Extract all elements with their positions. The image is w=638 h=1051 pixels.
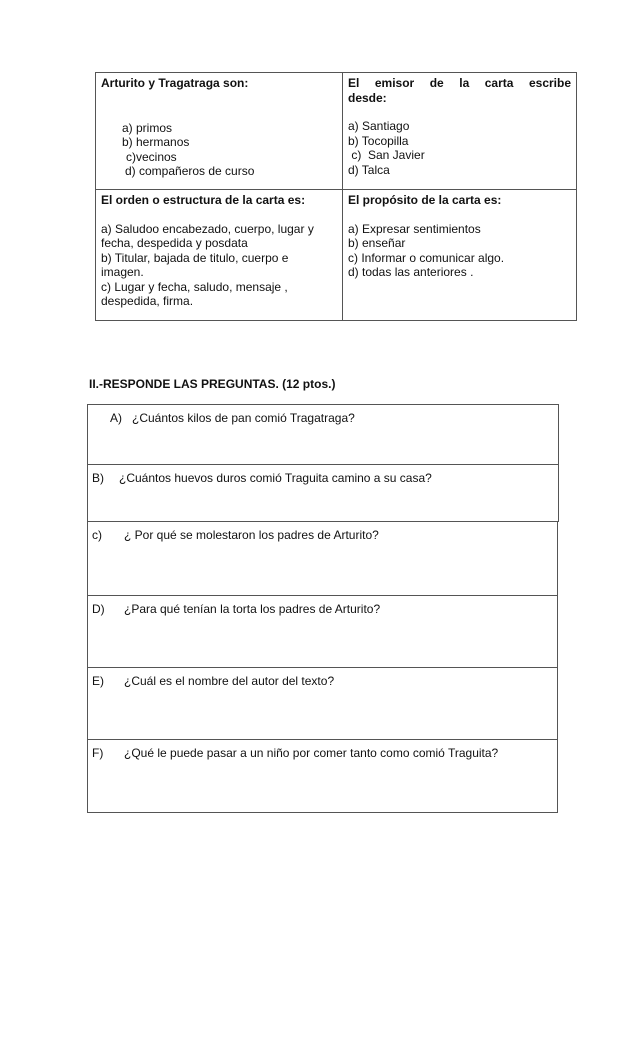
question-title-line2: desde:: [348, 90, 387, 105]
question-text: ¿Cuántos huevos duros comió Traguita camino a su casa?: [119, 471, 432, 485]
option-b-line2: imagen.: [101, 265, 144, 279]
option-a: a) Expresar sentimientos: [348, 221, 481, 236]
option-c: c) Informar o comunicar algo.: [348, 250, 505, 265]
question-letter: E): [92, 674, 104, 688]
question-title: El propósito de la carta es:: [348, 193, 502, 207]
option-d: d) Talca: [348, 162, 390, 177]
question-title-line1: El emisor de la carta escribe: [348, 76, 571, 90]
option-b-line1: b) Titular, bajada de titulo, cuerpo e: [101, 250, 289, 265]
question-title: Arturito y Tragatraga son:: [101, 76, 249, 90]
answer-box-c[interactable]: [87, 521, 558, 596]
question-cell-purpose: [343, 190, 577, 321]
question-cell-sender: [343, 73, 577, 190]
question-text: ¿Qué le puede pasar a un niño por comer tanto como comió Traguita?: [124, 746, 499, 760]
option-c-line1: c) Lugar y fecha, saludo, mensaje ,: [101, 279, 288, 294]
section-title: II.-RESPONDE LAS PREGUNTAS. (12 ptos.): [89, 377, 336, 391]
answer-box-a[interactable]: [87, 404, 559, 465]
option-a-line2: fecha, despedida y posdata: [101, 236, 248, 250]
question-letter: F): [92, 746, 104, 760]
question-letter: A): [110, 411, 122, 425]
answer-box-d[interactable]: [87, 595, 558, 668]
question-cell-relationship: [96, 73, 343, 190]
answer-box-b[interactable]: [87, 464, 559, 522]
option-d: d) todas las anteriores .: [348, 265, 474, 279]
answer-box-f[interactable]: [87, 739, 558, 813]
question-text: ¿Cuántos kilos de pan comió Tragatraga?: [132, 411, 355, 425]
question-letter: B): [92, 471, 104, 485]
option-a: a) Santiago: [348, 119, 410, 133]
question-text: ¿Para qué tenían la torta los padres de Arturito?: [124, 602, 381, 616]
option-b: b) Tocopilla: [348, 133, 409, 148]
option-b: b) hermanos: [122, 135, 190, 149]
option-b: b) enseñar: [348, 236, 406, 250]
question-letter: c): [92, 528, 102, 542]
option-c: c)vecinos: [126, 149, 177, 164]
question-cell-structure: [96, 190, 343, 321]
option-c-line2: despedida, firma.: [101, 294, 194, 308]
option-a-line1: a) Saludoo encabezado, cuerpo, lugar y: [101, 221, 314, 236]
question-text: ¿ Por qué se molestaron los padres de Arturito?: [124, 528, 379, 542]
option-d: d) compañeros de curso: [125, 164, 255, 178]
option-a: a) primos: [122, 120, 173, 135]
option-c: c) San Javier: [348, 148, 425, 162]
question-letter: D): [92, 602, 105, 616]
multiple-choice-table: [95, 72, 577, 321]
question-title: El orden o estructura de la carta es:: [101, 193, 306, 207]
answer-box-e[interactable]: [87, 667, 558, 740]
question-text: ¿Cuál es el nombre del autor del texto?: [124, 674, 335, 688]
